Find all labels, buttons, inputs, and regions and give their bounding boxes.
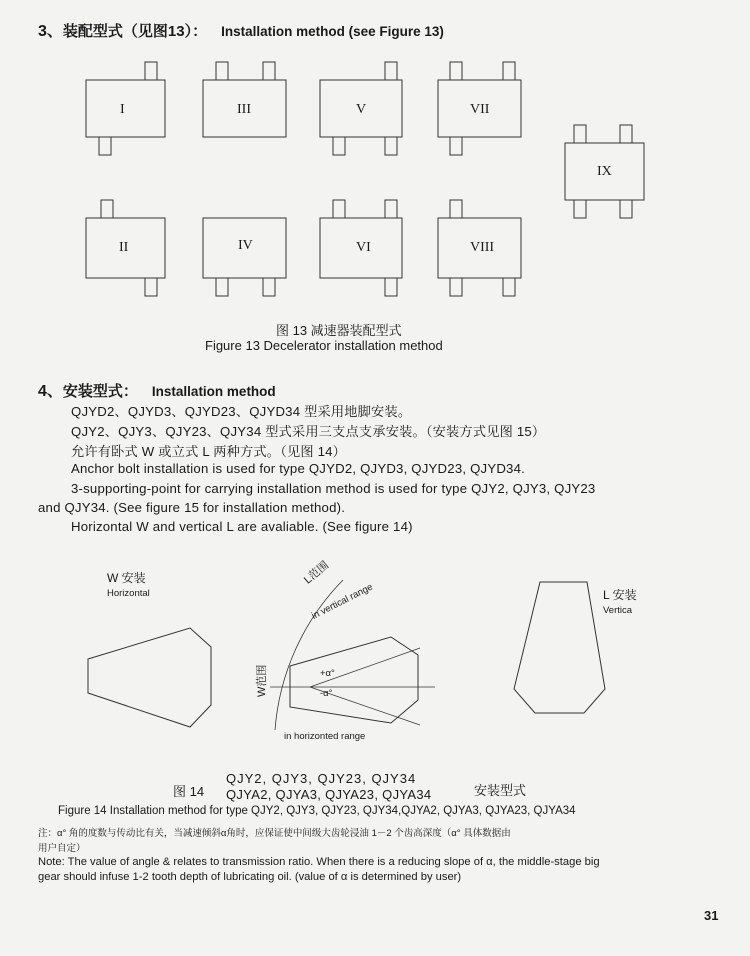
section4-title-en: Installation method	[151, 384, 276, 399]
w-range-label: W范围	[256, 664, 268, 697]
label-III: III	[237, 102, 251, 117]
label-VIII: VIII	[470, 240, 495, 255]
w-horizontal-shape	[88, 628, 211, 727]
inclined-shape	[290, 637, 418, 723]
section4-line-5: 3-supporting-point for carrying installation method is used for type QJY2, QJY3, QJY23	[71, 481, 596, 496]
section4-line-7: Horizontal W and vertical L are avaliable. (See figure 14)	[71, 519, 413, 534]
section3-title-en: Installation method (see Figure 13)	[221, 24, 444, 39]
section4-line-6: and QJY34. (See figure 15 for installation method).	[38, 500, 346, 515]
label-IV: IV	[238, 238, 253, 253]
label-V: V	[356, 102, 367, 117]
figure14-caption-suffix: 安装型式	[474, 783, 527, 798]
section4-number: 4、	[38, 383, 63, 400]
figure13-caption-en: Figure 13 Decelerator installation method	[205, 338, 443, 353]
section4-line-4: Anchor bolt installation is used for type QJYD2, QJYD3, QJYD23, QJYD34.	[71, 461, 525, 476]
section4-title-cn: 安装型式：	[62, 383, 138, 400]
label-IX: IX	[597, 164, 612, 179]
l-title: L 安装	[603, 588, 637, 602]
label-II: II	[119, 240, 129, 255]
in-vertical-label: in vertical range	[310, 581, 375, 622]
note-en-line1: Note: The value of angle & relates to transmission ratio. When there is a reducing slope of α, the middle-stage big	[38, 856, 600, 868]
figure14-caption-label: 图 14	[173, 784, 205, 799]
section4-line-2: QJY2、QJY3、QJY23、QJY34 型式采用三支点支承安装。（安装方式见图 15）	[71, 424, 546, 439]
figure14-types-line1: QJY2, QJY3, QJY23, QJY34	[226, 771, 417, 786]
page-number: 31	[704, 908, 719, 923]
figure13-diagram	[0, 0, 750, 340]
plus-alpha-label: +α°	[320, 668, 335, 679]
note-cn-line1: 注：α° 角的度数与传动比有关，当减速倾斜α角时，应保证使中间级大齿轮浸油 1－2 个齿高深度（α° 具体数据由	[38, 828, 511, 839]
l-range-label: L范围	[301, 559, 332, 587]
figure13-caption-cn: 图 13 减速器装配型式	[276, 323, 402, 338]
minus-alpha-label: -α°	[320, 688, 333, 699]
l-vertical-shape	[514, 582, 605, 713]
in-horizontal-label: in horizonted range	[284, 731, 366, 742]
note-en-line2: gear should infuse 1-2 tooth depth of lubricating oil. (value of α is determined by user)	[38, 871, 462, 883]
figure14-caption-en: Figure 14 Installation method for type QJY2, QJY3, QJY23, QJY34,QJYA2, QJYA3, QJYA23, QJYA34	[58, 805, 576, 817]
l-subtitle: Vertica	[603, 605, 633, 616]
note-cn-line2: 用户自定）	[38, 843, 86, 854]
w-subtitle: Horizontal	[107, 588, 150, 599]
section4-line-3: 允许有卧式 W 或立式 L 两种方式。（见图 14）	[71, 444, 347, 459]
section3-number: 3、	[38, 23, 63, 40]
section4-line-1: QJYD2、QJYD3、QJYD23、QJYD34 型采用地脚安装。	[71, 404, 412, 419]
box-I	[86, 80, 165, 137]
label-VI: VI	[356, 240, 371, 255]
section3-title-cn: 装配型式（见图13）：	[62, 23, 208, 40]
w-title: W 安装	[107, 571, 146, 585]
label-I: I	[120, 102, 125, 117]
section4-heading	[38, 378, 276, 401]
figure14-types-line2: QJYA2, QJYA3, QJYA23, QJYA34	[226, 787, 432, 802]
label-VII: VII	[470, 102, 490, 117]
